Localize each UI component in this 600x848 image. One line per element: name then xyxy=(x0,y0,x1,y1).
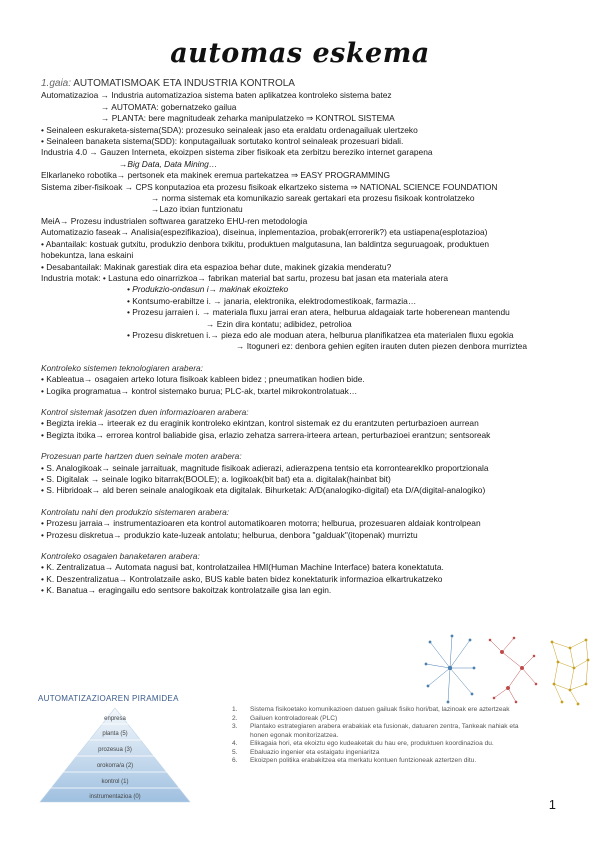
pyramid-level: prozesua (3) xyxy=(98,747,132,753)
pyramid-level: instrumentazioa (0) xyxy=(89,794,141,800)
section-item: • K. Banatua→ eragingailu edo sentsore bakoitzak kontrolatzaile gisa lan egin. xyxy=(41,585,332,596)
list-item xyxy=(232,706,532,715)
section-item: • S. Analogikoak→ seinale jarraituak, magnitude fisikoak adierazi, adierazpena tentsio eta korronteareklko proportzionala xyxy=(41,462,489,473)
note-line: → PLANTA: bere magnitudeak zeharka manipulatzeko ⇒ KONTROL SISTEMA xyxy=(101,113,395,124)
section-item: • Prozesu diskretua→ produkzio kate-luzeak antolatu; helburua, denbora "galduak"(itopenak) murriztu xyxy=(41,529,418,540)
section-item: • Logika programatua→ kontrol sistemako burua; PLC-ak, txartel mikrokontrolatuak… xyxy=(41,385,358,396)
pyramid-level: enpresa xyxy=(104,716,126,722)
step-number: 4. xyxy=(232,740,238,747)
step-text: Elikagaia hori, eta ekoiztu ego kudeaketak du hau ere, produktuen koordinazioa du. xyxy=(250,740,494,747)
pyramid-title: AUTOMATIZAZIOAREN PIRAMIDEA xyxy=(38,694,179,703)
section-heading: Kontrolatu nahi den produkzio sistemaren arabera: xyxy=(41,506,230,517)
section-item: • Begizta irekia→ irteerak ez du eraginik kontroleko ekintzan, kontrol sistemak ez du erantzuten perturbazioen aurrean xyxy=(41,418,479,429)
pyramid-level: orokorra/a (2) xyxy=(96,763,134,769)
note-line: Industria motak: • Lastuna edo oinarrizkoa→ fabrikan material bat sartu, prozesu bat jasan eta materiala atera xyxy=(41,272,449,283)
pyramid-levels-list xyxy=(232,706,532,766)
section-item: • S. Digitalak → seinale logiko bitarrak(BOOLE); a. logikoak(bit bat) eta a. digitalak(hainbat bit) xyxy=(41,474,391,484)
automation-pyramid xyxy=(30,704,200,804)
step-text: Plantako estrategiaren arabera erabakiak eta fusionak, datuaren zentra, Tankeak nahiak eta honen egonak monitorizatzea. xyxy=(250,723,519,739)
section-heading: Kontroleko osagaien banaketaren arabera: xyxy=(41,551,200,562)
distributed-network-sketch xyxy=(551,639,589,705)
list-item xyxy=(232,749,532,758)
pyramid-level: planta (5) xyxy=(102,731,128,737)
note-line: • Prozesu diskretuen i.→ pieza edo ale moduan atera, helburua planifikatzea eta materialen fluxu egokia xyxy=(127,329,514,340)
note-line: → norma sistemak eta komunikazio sareak gertakari eta prozesu fisikoak kontrolatzeko xyxy=(151,193,475,204)
note-line: Elkarlaneko robotika→ pertsonek eta makinek eremua partekatzea ⇒ EASY PROGRAMMING xyxy=(41,170,390,181)
step-number: 6. xyxy=(232,757,238,764)
step-text: Ekoizpen politika erabakitzea eta merkatu kontuen funtzioneak aztertzen ditu. xyxy=(250,757,477,764)
page-title: automas eskema xyxy=(170,38,430,69)
page-number: 1 xyxy=(548,797,556,812)
list-item xyxy=(232,723,532,740)
section-item: • Prozesu jarraia→ instrumentazioaren eta kontrol automatikoaren motorra; helburua, prozesuaren aldaiak kontrolpean xyxy=(41,518,481,529)
note-line: Sistema ziber-fisikoak → CPS konputazioa eta prozesu fisikoak elkartzeko sistema ⇒ NATIONAL SCIENCE FOUNDATION xyxy=(41,181,498,192)
section-item: • Kableatua→ osagaien arteko lotura fisikoak kableen bidez ; pneumatikan hodien bide. xyxy=(41,374,365,385)
step-text: Ebaluazio ingenier eta estaigatu ingeniaritza xyxy=(250,748,380,756)
note-line: • Produkzio-ondasun i→ makinak ekoizteko xyxy=(127,284,289,295)
note-line: → AUTOMATA: gobernatzeko gailua xyxy=(101,101,237,112)
note-line: →Big Data, Data Mining… xyxy=(119,158,218,169)
list-item xyxy=(232,740,532,749)
note-line: Automatizazio faseak→ Analisia(espezifikazioa), diseinua, inplementazioa, probak(errorerik?) eta ustiapena(esplotazioa) xyxy=(41,227,488,238)
note-line: • Seinaleen banaketa sistema(SDD): konputagailuak sortutako kontrol seinaleak prozesuari bidali. xyxy=(41,136,404,147)
network-diagrams xyxy=(422,628,592,708)
step-number: 3. xyxy=(232,723,238,730)
pyramid-level: kontrol (1) xyxy=(101,779,129,785)
note-line: • Kontsumo-erabiltze i. → janaria, elektronika, elektrodomestikoak, farmazia… xyxy=(127,295,417,306)
note-line: • Seinaleen eskuraketa-sistema(SDA): prozesuko seinaleak jaso eta eraldatu ordenagailuak ulertzeko xyxy=(41,124,418,135)
unit-number: 1.gaia: xyxy=(41,78,72,89)
centralized-network-sketch xyxy=(425,635,475,703)
note-line: hobekuntza, lana eskaini xyxy=(41,250,134,261)
step-text: Gailuen kontroladoreak (PLC) xyxy=(250,714,338,722)
note-line: • Prozesu jarraien i. → materiala fluxu jarrai eran atera, helburua aldagaiak tarte hoberenean mantendu xyxy=(127,307,510,318)
unit-header xyxy=(41,78,581,89)
step-number: 5. xyxy=(232,748,238,756)
section-item: • K. Deszentralizatua→ Kontrolatzaile asko, BUS kable baten bidez konektaturik informazioa elkartrukatzeko xyxy=(41,573,443,584)
list-item xyxy=(232,715,532,724)
note-line: →Lazo itxian funtzionatu xyxy=(151,204,243,215)
note-line: • Abantailak: kostuak gutxitu, produkzio denbora txikitu, produktuen malgutasuna, lan baldintza seguruagoak, produktuen xyxy=(41,238,490,249)
notes-content xyxy=(41,78,581,597)
section-item: • K. Zentralizatua→ Automata nagusi bat, kontrolatzailea HMI(Human Machine Interface) batera konektatuta. xyxy=(41,562,444,573)
note-line: → Itoguneri ez: denbora gehien egiten irauten duten piezen denbora murriztea xyxy=(236,341,527,352)
list-item xyxy=(232,757,532,766)
note-line: MeiA→ Prozesu industrialen softwarea garatzeko EHU-ren metodologia xyxy=(41,215,308,226)
section-heading: Kontrol sistemak jasotzen duen informazioaren arabera: xyxy=(41,406,249,417)
note-line: Industria 4.0 → Gauzen Interneta, ekoizpen sistema ziber fisikoak eta zerbitzu bereziko internet garapena xyxy=(41,147,433,158)
note-line: Automatizazioa → Industria automatizazioa sistema baten aplikatzea kontroleko sistema batez xyxy=(41,90,392,101)
step-number: 2. xyxy=(232,714,238,722)
section-heading: Kontroleko sistemen teknologiaren arabera: xyxy=(41,362,204,373)
unit-topic: AUTOMATISMOAK ETA INDUSTRIA KONTROLA xyxy=(73,78,295,89)
section-item: • S. Hibridoak→ ald beren seinale analogikoak eta digitalak. Bihurketak: A/D(analogiko-digital) eta D/A(digital-analogiko) xyxy=(41,485,486,496)
decentralized-network-sketch xyxy=(489,637,537,703)
step-number: 1. xyxy=(232,706,238,713)
step-text: Sistema fisikoetako komunikazioen datuen gailuak fisiko hori/bat, lazinoak ere aztertzeak xyxy=(250,706,510,713)
section-heading: Prozesuan parte hartzen duen seinale moten arabera: xyxy=(41,451,242,462)
note-line: • Desabantailak: Makinak garestiak dira eta espazioa behar dute, makinek gizakia menderatu? xyxy=(41,261,392,272)
note-line: → Ezin dira kontatu; adibidez, petrolioa xyxy=(206,318,352,329)
section-item: • Begizta itxika→ errorea kontrol baliabide gisa, erlazio zehatza sarrera-irteera artean, perturbazioei erantzun; sentsoreak xyxy=(41,429,491,440)
